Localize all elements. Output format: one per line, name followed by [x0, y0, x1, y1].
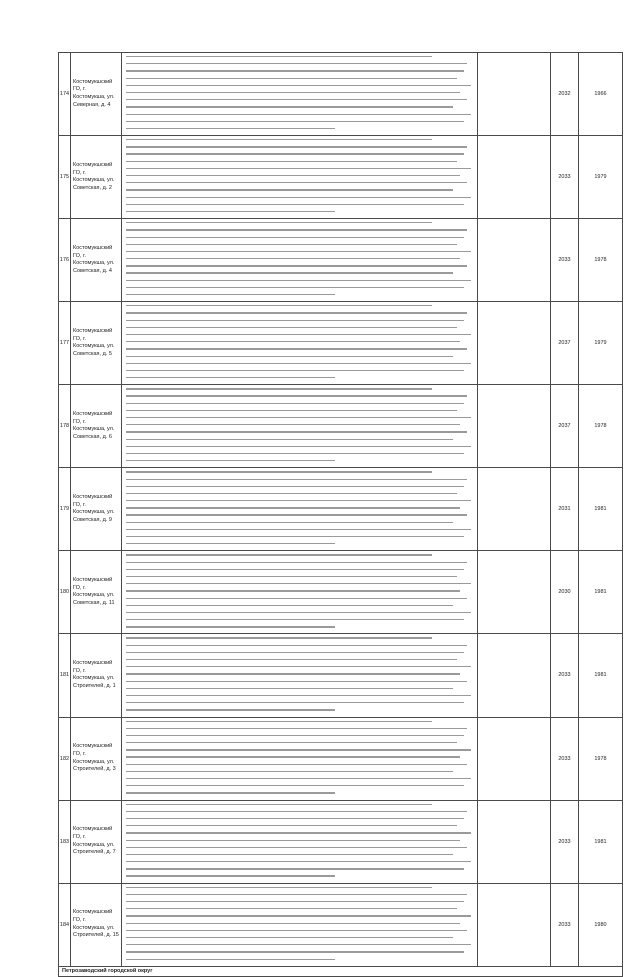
illegible-text-line [126, 944, 471, 945]
illegible-text-line [126, 507, 460, 508]
illegible-text-line [126, 792, 335, 793]
works-description-cell [122, 717, 478, 800]
illegible-text-line [126, 211, 335, 212]
cost-cell [478, 53, 551, 136]
address-line: Советская, д. 5 [73, 350, 112, 357]
cost-cell [478, 551, 551, 634]
works-description-cell [122, 219, 478, 302]
table-row [59, 136, 623, 219]
illegible-text-line [126, 56, 432, 57]
built-year-cell: 1978 [579, 219, 623, 302]
illegible-text-line [126, 868, 464, 869]
illegible-text-line [126, 204, 464, 205]
address-line: Строителей, д. 3 [73, 766, 116, 773]
illegible-text-line [126, 923, 460, 924]
illegible-text-line [126, 847, 467, 848]
illegible-text-line [126, 908, 457, 909]
illegible-text-line [126, 287, 464, 288]
address-line: Костомукша, ул. [73, 509, 115, 516]
built-year-cell: 1966 [579, 53, 623, 136]
works-description-cell [122, 883, 478, 966]
illegible-text-line [126, 901, 464, 902]
illegible-text-line [126, 626, 335, 627]
address-cell [71, 136, 122, 219]
address-line: Советская, д. 4 [73, 267, 112, 274]
district-header-row [59, 966, 623, 976]
illegible-text-line [126, 562, 467, 563]
address-line: Костомукша, ул. [73, 592, 115, 599]
illegible-text-line [126, 728, 467, 729]
works-description-cell [122, 468, 478, 551]
capital-repair-table [58, 52, 623, 977]
cost-cell [478, 219, 551, 302]
illegible-text-line [126, 197, 471, 198]
illegible-text-line [126, 153, 464, 154]
illegible-text-line [126, 395, 467, 396]
row-number: 184 [59, 883, 71, 966]
illegible-text-line [126, 222, 432, 223]
illegible-text-line [126, 106, 453, 107]
illegible-text-line [126, 764, 467, 765]
illegible-text-line [126, 388, 432, 389]
address-cell [71, 385, 122, 468]
illegible-text-line [126, 471, 432, 472]
illegible-text-line [126, 666, 471, 667]
address-cell [71, 551, 122, 634]
illegible-text-line [126, 749, 471, 750]
table-row [59, 717, 623, 800]
illegible-text-line [126, 251, 471, 252]
illegible-text-line [126, 887, 432, 888]
illegible-text-line [126, 742, 457, 743]
illegible-text-line [126, 811, 467, 812]
illegible-text-line [126, 825, 457, 826]
planned-year-cell: 2033 [551, 634, 579, 717]
illegible-text-line [126, 514, 467, 515]
illegible-text-line [126, 590, 460, 591]
illegible-text-line [126, 612, 471, 613]
illegible-text-line [126, 78, 457, 79]
illegible-text-line [126, 63, 467, 64]
illegible-text-line [126, 536, 464, 537]
illegible-text-line [126, 854, 453, 855]
row-number: 174 [59, 53, 71, 136]
illegible-text-line [126, 168, 471, 169]
table-row [59, 551, 623, 634]
illegible-text-line [126, 709, 335, 710]
address-line: Костомукшский ГО, г. [73, 411, 113, 425]
illegible-text-line [126, 229, 467, 230]
row-number: 181 [59, 634, 71, 717]
table-row [59, 800, 623, 883]
illegible-text-line [126, 804, 432, 805]
illegible-text-line [126, 92, 460, 93]
address-line: Строителей, д. 15 [73, 932, 119, 939]
row-number: 176 [59, 219, 71, 302]
illegible-text-line [126, 645, 467, 646]
illegible-text-line [126, 175, 460, 176]
address-line: Костомукшский ГО, г. [73, 78, 113, 93]
illegible-text-line [126, 377, 335, 378]
address-line: Советская, д. 2 [73, 184, 112, 191]
address-line: Костомукша, ул. [73, 924, 115, 931]
cost-cell [478, 883, 551, 966]
illegible-text-line [126, 894, 467, 895]
illegible-text-line [126, 735, 464, 736]
illegible-text-line [126, 785, 464, 786]
table-row [59, 468, 623, 551]
planned-year-cell: 2030 [551, 551, 579, 634]
address-line: Северная, д. 4 [73, 101, 111, 108]
cost-cell [478, 468, 551, 551]
illegible-text-line [126, 189, 453, 190]
address-line: Костомукшский ГО, г. [73, 577, 113, 591]
row-number: 177 [59, 302, 71, 385]
illegible-text-line [126, 237, 464, 238]
address-line: Костомукша, ул. [73, 94, 115, 101]
table-row [59, 219, 623, 302]
cost-cell [478, 800, 551, 883]
illegible-text-line [126, 576, 457, 577]
illegible-text-line [126, 356, 453, 357]
illegible-text-line [126, 598, 467, 599]
address-line: Костомукшский ГО, г. [73, 909, 113, 924]
works-description-cell [122, 302, 478, 385]
table-row [59, 634, 623, 717]
works-description-cell [122, 53, 478, 136]
illegible-text-line [126, 114, 471, 115]
illegible-text-line [126, 320, 464, 321]
built-year-cell: 1979 [579, 136, 623, 219]
built-year-cell: 1980 [579, 883, 623, 966]
illegible-text-line [126, 305, 432, 306]
illegible-text-line [126, 756, 460, 757]
address-line: Костомукша, ул. [73, 343, 115, 350]
cost-cell [478, 136, 551, 219]
address-cell [71, 468, 122, 551]
illegible-text-line [126, 403, 464, 404]
address-line: Костомукша, ул. [73, 177, 115, 184]
address-line: Костомукша, ул. [73, 841, 115, 848]
address-line: Костомукшский ГО, г. [73, 161, 113, 176]
address-line: Строителей, д. 1 [73, 683, 116, 690]
illegible-text-line [126, 280, 471, 281]
works-description-cell [122, 634, 478, 717]
address-line: Костомукша, ул. [73, 260, 115, 267]
illegible-text-line [126, 417, 471, 418]
illegible-text-line [126, 951, 464, 952]
illegible-text-line [126, 85, 471, 86]
illegible-text-line [126, 937, 453, 938]
cost-cell [478, 302, 551, 385]
address-cell [71, 717, 122, 800]
built-year-cell: 1981 [579, 800, 623, 883]
illegible-text-line [126, 915, 471, 916]
illegible-text-line [126, 681, 467, 682]
illegible-text-line [126, 930, 467, 931]
works-description-cell [122, 551, 478, 634]
illegible-text-line [126, 522, 453, 523]
planned-year-cell: 2033 [551, 883, 579, 966]
table-row [59, 302, 623, 385]
illegible-text-line [126, 778, 471, 779]
row-number: 179 [59, 468, 71, 551]
illegible-text-line [126, 439, 453, 440]
illegible-text-line [126, 334, 471, 335]
illegible-text-line [126, 424, 460, 425]
illegible-text-line [126, 446, 471, 447]
illegible-text-line [126, 529, 471, 530]
illegible-text-line [126, 265, 467, 266]
illegible-text-line [126, 348, 467, 349]
built-year-cell: 1981 [579, 468, 623, 551]
table-row [59, 53, 623, 136]
address-cell [71, 800, 122, 883]
built-year-cell: 1978 [579, 385, 623, 468]
works-table-wrapper [58, 52, 607, 977]
illegible-text-line [126, 128, 335, 129]
address-line: Костомукшский ГО, г. [73, 494, 113, 508]
planned-year-cell: 2033 [551, 717, 579, 800]
address-cell [71, 53, 122, 136]
planned-year-cell: 2037 [551, 302, 579, 385]
built-year-cell: 1981 [579, 634, 623, 717]
address-line: Костомукшский ГО, г. [73, 743, 113, 757]
row-number: 178 [59, 385, 71, 468]
illegible-text-line [126, 652, 464, 653]
illegible-text-line [126, 543, 335, 544]
illegible-text-line [126, 619, 464, 620]
address-cell [71, 883, 122, 966]
illegible-text-line [126, 272, 453, 273]
illegible-text-line [126, 70, 464, 71]
illegible-text-line [126, 258, 460, 259]
illegible-text-line [126, 294, 335, 295]
works-description-cell [122, 136, 478, 219]
address-line: Костомукша, ул. [73, 758, 115, 765]
illegible-text-line [126, 659, 457, 660]
illegible-text-line [126, 99, 467, 100]
address-line: Костомукшский ГО, г. [73, 660, 113, 674]
illegible-text-line [126, 244, 457, 245]
illegible-text-line [126, 370, 464, 371]
planned-year-cell: 2032 [551, 53, 579, 136]
illegible-text-line [126, 875, 335, 876]
illegible-text-line [126, 688, 453, 689]
illegible-text-line [126, 139, 432, 140]
table-row [59, 385, 623, 468]
illegible-text-line [126, 161, 457, 162]
address-line: Костомукшский ГО, г. [73, 826, 113, 840]
illegible-text-line [126, 605, 453, 606]
address-cell [71, 302, 122, 385]
illegible-text-line [126, 771, 453, 772]
illegible-text-line [126, 959, 335, 960]
built-year-cell: 1978 [579, 717, 623, 800]
illegible-text-line [126, 410, 457, 411]
illegible-text-line [126, 840, 460, 841]
illegible-text-line [126, 861, 471, 862]
illegible-text-line [126, 121, 464, 122]
planned-year-cell: 2033 [551, 800, 579, 883]
address-line: Советская, д. 6 [73, 433, 112, 440]
illegible-text-line [126, 702, 464, 703]
address-line: Советская, д. 11 [73, 600, 115, 606]
planned-year-cell: 2033 [551, 136, 579, 219]
address-line: Костомукша, ул. [73, 426, 115, 433]
planned-year-cell: 2031 [551, 468, 579, 551]
district-header-label: Петрозаводский городской округ [59, 966, 623, 976]
row-number: 183 [59, 800, 71, 883]
illegible-text-line [126, 493, 457, 494]
planned-year-cell: 2037 [551, 385, 579, 468]
address-cell [71, 219, 122, 302]
illegible-text-line [126, 569, 464, 570]
illegible-text-line [126, 182, 467, 183]
illegible-text-line [126, 341, 460, 342]
illegible-text-line [126, 695, 471, 696]
row-number: 182 [59, 717, 71, 800]
illegible-text-line [126, 673, 460, 674]
illegible-text-line [126, 583, 471, 584]
illegible-text-line [126, 554, 432, 555]
built-year-cell: 1981 [579, 551, 623, 634]
address-line: Советская, д. 9 [73, 516, 112, 523]
illegible-text-line [126, 637, 432, 638]
cost-cell [478, 717, 551, 800]
works-description-cell [122, 800, 478, 883]
illegible-text-line [126, 721, 432, 722]
illegible-text-line [126, 312, 467, 313]
address-line: Костомукшский ГО, г. [73, 244, 113, 259]
address-line: Костомукша, ул. [73, 675, 115, 682]
address-cell [71, 634, 122, 717]
address-line: Костомукшский ГО, г. [73, 328, 113, 342]
illegible-text-line [126, 500, 471, 501]
built-year-cell: 1979 [579, 302, 623, 385]
illegible-text-line [126, 818, 464, 819]
illegible-text-line [126, 453, 464, 454]
illegible-text-line [126, 363, 471, 364]
illegible-text-line [126, 486, 464, 487]
cost-cell [478, 634, 551, 717]
illegible-text-line [126, 479, 467, 480]
illegible-text-line [126, 327, 457, 328]
planned-year-cell: 2033 [551, 219, 579, 302]
table-row [59, 883, 623, 966]
row-number: 180 [59, 551, 71, 634]
cost-cell [478, 385, 551, 468]
illegible-text-line [126, 460, 335, 461]
illegible-text-line [126, 146, 467, 147]
works-description-cell [122, 385, 478, 468]
illegible-text-line [126, 832, 471, 833]
address-line: Строителей, д. 7 [73, 849, 116, 856]
illegible-text-line [126, 431, 467, 432]
row-number: 175 [59, 136, 71, 219]
